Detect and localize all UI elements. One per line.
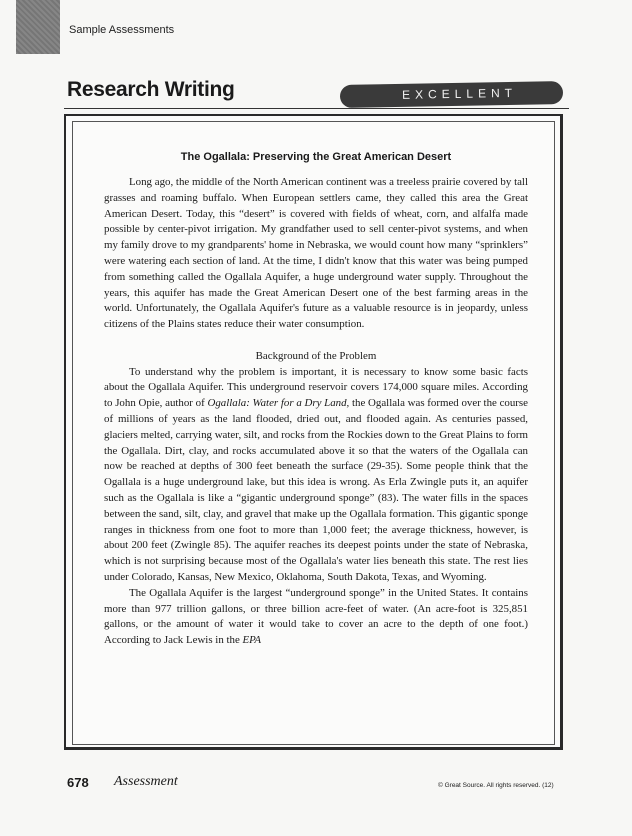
essay-paragraph-background [104,365,528,586]
page-number: 678 [67,775,89,790]
essay-paragraph-sponge [104,586,528,649]
paragraph-text: To understand why the problem is important, it is necessary to know some basic facts about the Ogallala Aquifer. This underground reservoir covers 174,000 square miles. According to John Opie, author of [104,365,528,410]
essay-paragraph-intro: Long ago, the middle of the North American continent was a treeless prairie covered by tall grasses and roaming buffalo. When European settlers came, they called this area the Great American Desert. Today, this “desert” is covered with fields of wheat, corn, and alfalfa made possible by center-pivot irrigation. My grandfather used to sell center-pivot systems, and when my family drove to my grandparents' home in Nebraska, we would count how many “sprinklers” were watering each section of land. At the time, I didn't know that this water was being pumped from something called the Ogallala Aquifer, a huge underground water supply. Throughout the years, this aquifer has made the Great American Desert one of the best farming areas in the world. Unfortunately, the Ogallala Aquifer's future as a valuable resource is in jeopardy, unless citizens of the Plains states reduce their water consumption. [104,176,528,331]
essay-body [104,175,528,649]
title-divider [64,108,569,109]
copyright-notice: © Great Source. All rights reserved. (12) [438,782,554,789]
paragraph-text: The Ogallala Aquifer is the largest “underground sponge” in the United States. It contains more than 977 trillion gallons, or three billion acre-feet of water. (An acre-foot is 325,851 gallons, or the amount of water it would take to cover an acre to the depth of one foot.) According to Jack Lewis in the [104,586,528,647]
corner-tab-marker [16,0,60,54]
publication-name: EPA [242,634,262,647]
essay-subheading: Background of the Problem [255,349,377,362]
book-title: Ogallala: Water for a Dry Land, [207,397,350,410]
page-title: Research Writing [67,78,235,101]
paragraph-text: the Ogallala was formed over the course of millions of years as the land flooded, dried out, and flooded again. As centuries passed, glaciers melted, carrying water, silt, and rocks from the Rockies down to the Great Plains to form the Ogallala. Dirt, clay, and rocks accumulated above it so that the waters of the Ogallala can now be reached at depths of 300 feet beneath the surface (29-35). Some people think that the Ogallala is a huge underground lake, but this idea is wrong. As Erla Zwingle puts it, an aquifer such as the Ogallala is like a “gigantic underground sponge” (83). The water fills in the spaces between the sand, silt, clay, and gravel that make up the Ogallala formation. This gigantic sponge ranges in thickness from one foot to more than 1,000 feet; the average thickness, however, is about 200 feet (Zwingle 85). The aquifer reaches its deepest points under the state of Nebraska, which is not surprising because most of the Ogallala's water lies beneath this state. The rest lies under Colorado, Kansas, New Mexico, Oklahoma, South Dakota, Texas, and Wyoming. [104,397,529,583]
footer-section-name: Assessment [114,774,178,789]
essay-title: The Ogallala: Preserving the Great American Desert [180,151,452,163]
running-header: Sample Assessments [69,24,175,36]
rating-badge: EXCELLENT [340,81,563,108]
